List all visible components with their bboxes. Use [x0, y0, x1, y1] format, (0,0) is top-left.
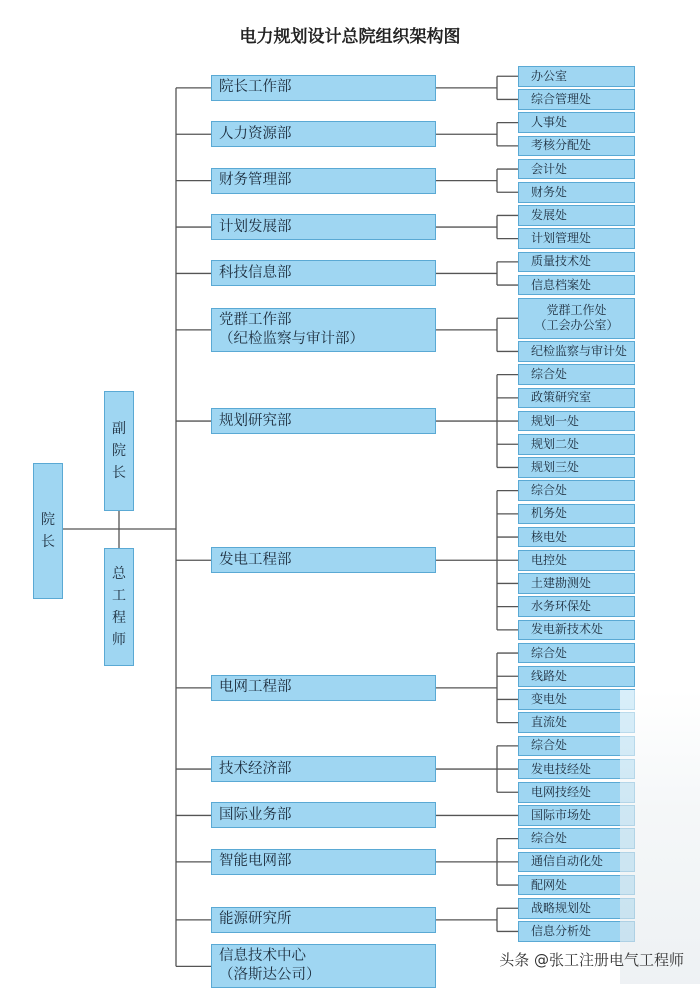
department-box — [211, 168, 436, 194]
sub-unit-box — [518, 643, 635, 664]
sub-unit-box-label: 政策研究室 — [531, 390, 592, 405]
sub-unit-box — [518, 205, 635, 226]
sub-unit-box-label: 综合处 — [531, 738, 568, 753]
sub-unit-box — [518, 364, 635, 385]
sub-unit-box — [518, 434, 635, 455]
department-box-label: 规划研究部 — [219, 412, 292, 429]
department-box-label: 信息技术中心 （洛斯达公司） — [219, 948, 321, 984]
sub-unit-box-label: 办公室 — [531, 68, 568, 83]
sub-unit-box-label: 综合处 — [531, 645, 568, 660]
sub-unit-box-label: 发展处 — [531, 207, 568, 222]
department-box — [211, 547, 436, 573]
sub-unit-box — [518, 875, 635, 896]
sub-unit-box — [518, 527, 635, 548]
sub-unit-box-label: 发电技经处 — [531, 761, 592, 776]
sub-unit-box — [518, 252, 635, 273]
sub-unit-box — [518, 228, 635, 249]
sub-unit-box-label: 变电处 — [531, 691, 568, 706]
sub-unit-box-label: 质量技术处 — [531, 254, 592, 269]
department-box — [211, 944, 436, 988]
background-building-decoration — [620, 690, 700, 984]
sub-unit-box — [518, 921, 635, 942]
department-box-label: 智能电网部 — [219, 853, 292, 870]
sub-unit-box-label: 电网技经处 — [531, 784, 592, 799]
department-box — [211, 408, 436, 434]
department-box-label: 人力资源部 — [219, 125, 292, 142]
department-box-label: 发电工程部 — [219, 551, 292, 568]
department-box-label: 国际业务部 — [219, 806, 292, 823]
sub-unit-box — [518, 341, 635, 362]
department-box — [211, 802, 436, 828]
department-box — [211, 214, 436, 240]
sub-unit-box — [518, 275, 635, 296]
sub-unit-box — [518, 712, 635, 733]
sub-unit-box-label: 通信自动化处 — [531, 854, 604, 869]
sub-unit-box-label: 财务处 — [531, 184, 568, 199]
sub-unit-box — [518, 852, 635, 873]
sub-unit-box — [518, 411, 635, 432]
sub-unit-box — [518, 573, 635, 594]
sub-unit-box — [518, 136, 635, 157]
department-box — [211, 849, 436, 875]
sub-unit-box — [518, 666, 635, 687]
department-box-label: 科技信息部 — [219, 264, 292, 281]
sub-unit-box — [518, 182, 635, 203]
sub-unit-box-label: 人事处 — [531, 115, 568, 130]
sub-unit-box — [518, 480, 635, 501]
department-box-label: 计划发展部 — [219, 218, 292, 235]
sub-unit-box — [518, 66, 635, 87]
sub-unit-box — [518, 388, 635, 409]
vice-president-label: 副院长 — [112, 421, 126, 481]
sub-unit-box-label: 直流处 — [531, 715, 568, 730]
sub-unit-box-label: 考核分配处 — [531, 138, 592, 153]
sub-unit-box-label: 土建勘测处 — [531, 575, 592, 590]
sub-unit-box-label: 规划三处 — [531, 459, 580, 474]
sub-unit-box-label: 国际市场处 — [531, 807, 592, 822]
department-box — [211, 308, 436, 352]
department-box — [211, 75, 436, 101]
president-box — [33, 463, 63, 599]
sub-unit-box — [518, 159, 635, 180]
department-box-label: 党群工作部 （纪检监察与审计部） — [219, 311, 364, 347]
sub-unit-box — [518, 759, 635, 780]
sub-unit-box — [518, 736, 635, 757]
department-box-label: 院长工作部 — [219, 79, 292, 96]
sub-unit-box — [518, 689, 635, 710]
sub-unit-box-label: 综合处 — [531, 483, 568, 498]
sub-unit-box-label: 综合处 — [531, 831, 568, 846]
sub-unit-box-label: 战略规划处 — [531, 900, 592, 915]
sub-unit-box-label: 信息分析处 — [531, 923, 592, 938]
sub-unit-box-label: 线路处 — [531, 668, 568, 683]
sub-unit-box-label: 综合处 — [531, 367, 568, 382]
department-box — [211, 260, 436, 286]
sub-unit-box — [518, 805, 635, 826]
chief-engineer-label: 总工程师 — [112, 566, 126, 648]
department-box-label: 能源研究所 — [219, 911, 292, 928]
sub-unit-box — [518, 620, 635, 641]
sub-unit-box-label: 信息档案处 — [531, 277, 592, 292]
sub-unit-box-label: 水务环保处 — [531, 599, 592, 614]
president-label: 院长 — [41, 512, 55, 550]
sub-unit-box-label: 发电新技术处 — [531, 622, 604, 637]
watermark: 头条 @张工注册电气工程师 — [499, 951, 684, 969]
sub-unit-box-label: 机务处 — [531, 506, 568, 521]
sub-unit-box — [518, 898, 635, 919]
sub-unit-box — [518, 550, 635, 571]
vice-president-box — [104, 391, 134, 511]
sub-unit-box-label: 规划一处 — [531, 413, 580, 428]
sub-unit-box — [518, 782, 635, 803]
sub-unit-box-label: 规划二处 — [531, 436, 580, 451]
sub-unit-box-label: 会计处 — [531, 161, 568, 176]
sub-unit-box-label: 配网处 — [531, 877, 568, 892]
sub-unit-box — [518, 112, 635, 133]
sub-unit-box-label: 综合管理处 — [531, 91, 592, 106]
chart-title: 电力规划设计总院组织架构图 — [239, 27, 461, 47]
department-box-label: 财务管理部 — [219, 172, 292, 189]
sub-unit-box — [518, 504, 635, 525]
department-box — [211, 756, 436, 782]
sub-unit-box-label: 电控处 — [531, 552, 568, 567]
sub-unit-box — [518, 89, 635, 110]
sub-unit-box-label: 计划管理处 — [531, 231, 592, 246]
sub-unit-box-label: 党群工作处 （工会办公室） — [534, 303, 619, 333]
sub-unit-box-label: 核电处 — [531, 529, 568, 544]
department-box-label: 技术经济部 — [219, 760, 292, 777]
chief-engineer-box — [104, 548, 134, 666]
sub-unit-box-label: 纪检监察与审计处 — [531, 343, 628, 358]
sub-unit-box — [518, 828, 635, 849]
department-box-label: 电网工程部 — [219, 679, 292, 696]
sub-unit-box — [518, 298, 635, 339]
sub-unit-box — [518, 596, 635, 617]
department-box — [211, 121, 436, 147]
sub-unit-box — [518, 457, 635, 478]
department-box — [211, 907, 436, 933]
department-box — [211, 675, 436, 701]
